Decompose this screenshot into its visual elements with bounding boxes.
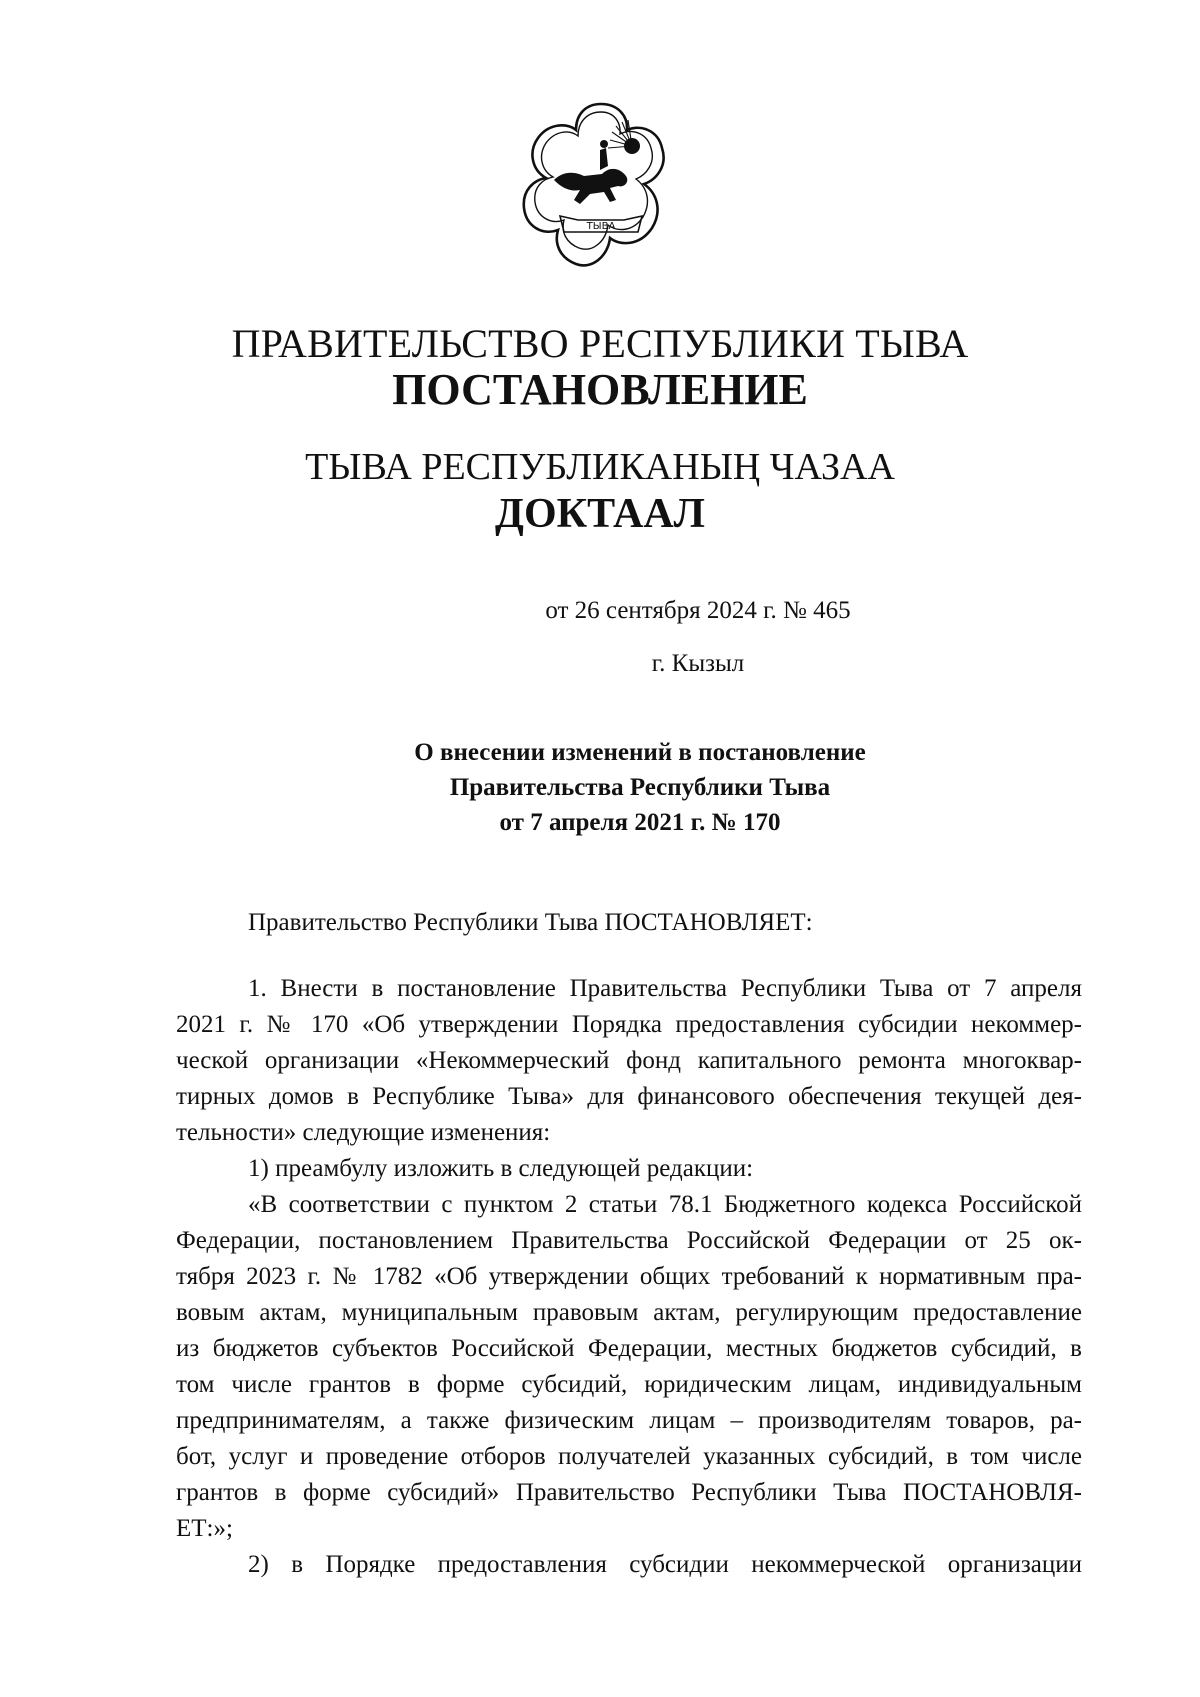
- subject-line: Правительства Республики Тыва: [449, 774, 831, 801]
- item1-line: тирных домов в Республике Тыва» для финансового обеспечения текущей дея-: [176, 1083, 1082, 1110]
- subitem1-line: 1) преамбулу изложить в следующей редакции:: [248, 1155, 754, 1182]
- document-type-tyv: ДОКТААЛ: [495, 491, 705, 537]
- tuva-emblem-icon: [520, 100, 682, 278]
- quote-line: бот, услуг и проведение отборов получателей указанных субсидий, в том числе: [176, 1443, 1082, 1470]
- item1-line: 1. Внести в постановление Правительства Республики Тыва от 7 апреля: [248, 975, 1082, 1002]
- intro-paragraph: Правительство Республики Тыва ПОСТАНОВЛЯЕТ:: [248, 909, 813, 936]
- quote-line: из бюджетов субъектов Российской Федерации, местных бюджетов субсидий, в: [176, 1335, 1082, 1362]
- quote-line: предпринимателям, а также физическим лицам – производителям товаров, ра-: [176, 1407, 1082, 1434]
- quote-line: ЕТ:»;: [176, 1515, 233, 1542]
- quote-line: «В соответствии с пунктом 2 статьи 78.1 Бюджетного кодекса Российской: [248, 1191, 1082, 1218]
- document-subject: [330, 735, 950, 840]
- quote-line: тября 2023 г. № 1782 «Об утверждении общих требований к нормативным пра-: [176, 1263, 1082, 1290]
- item1-line: тельности» следующие изменения:: [176, 1119, 551, 1146]
- date-number-line: от 26 сентября 2024 г. № 465: [545, 597, 851, 624]
- quote-line: вовым актам, муниципальным правовым актам, регулирующим предоставление: [176, 1299, 1082, 1326]
- subitem2-line: 2) в Порядке предоставления субсидии некоммерческой организации: [248, 1551, 1082, 1578]
- document-type-ru: ПОСТАНОВЛЕНИЕ: [392, 365, 808, 414]
- quote-line: Федерации, постановлением Правительства Российской Федерации от 25 ок-: [176, 1227, 1082, 1254]
- subject-line: О внесении изменений в постановление: [414, 739, 866, 766]
- svg-text:ТЫВА: ТЫВА: [586, 221, 616, 232]
- government-name-tyv: ТЫВА РЕСПУБЛИКАНЫҢ ЧАЗАА: [305, 446, 895, 488]
- city-line: г. Кызыл: [651, 650, 745, 677]
- quote-line: грантов в форме субсидий» Правительство Республики Тыва ПОСТАНОВЛЯ-: [176, 1479, 1082, 1506]
- subject-line: от 7 апреля 2021 г. № 170: [499, 809, 781, 836]
- item1-line: 2021 г. № 170 «Об утверждении Порядка предоставления субсидии некоммер-: [176, 1011, 1082, 1038]
- quote-line: том числе грантов в форме субсидий, юридическим лицам, индивидуальным: [176, 1371, 1082, 1398]
- item1-line: ческой организации «Некоммерческий фонд капитального ремонта многоквар-: [176, 1047, 1082, 1074]
- government-name-ru: ПРАВИТЕЛЬСТВО РЕСПУБЛИКИ ТЫВА: [231, 321, 969, 366]
- document-body: [176, 905, 1082, 1583]
